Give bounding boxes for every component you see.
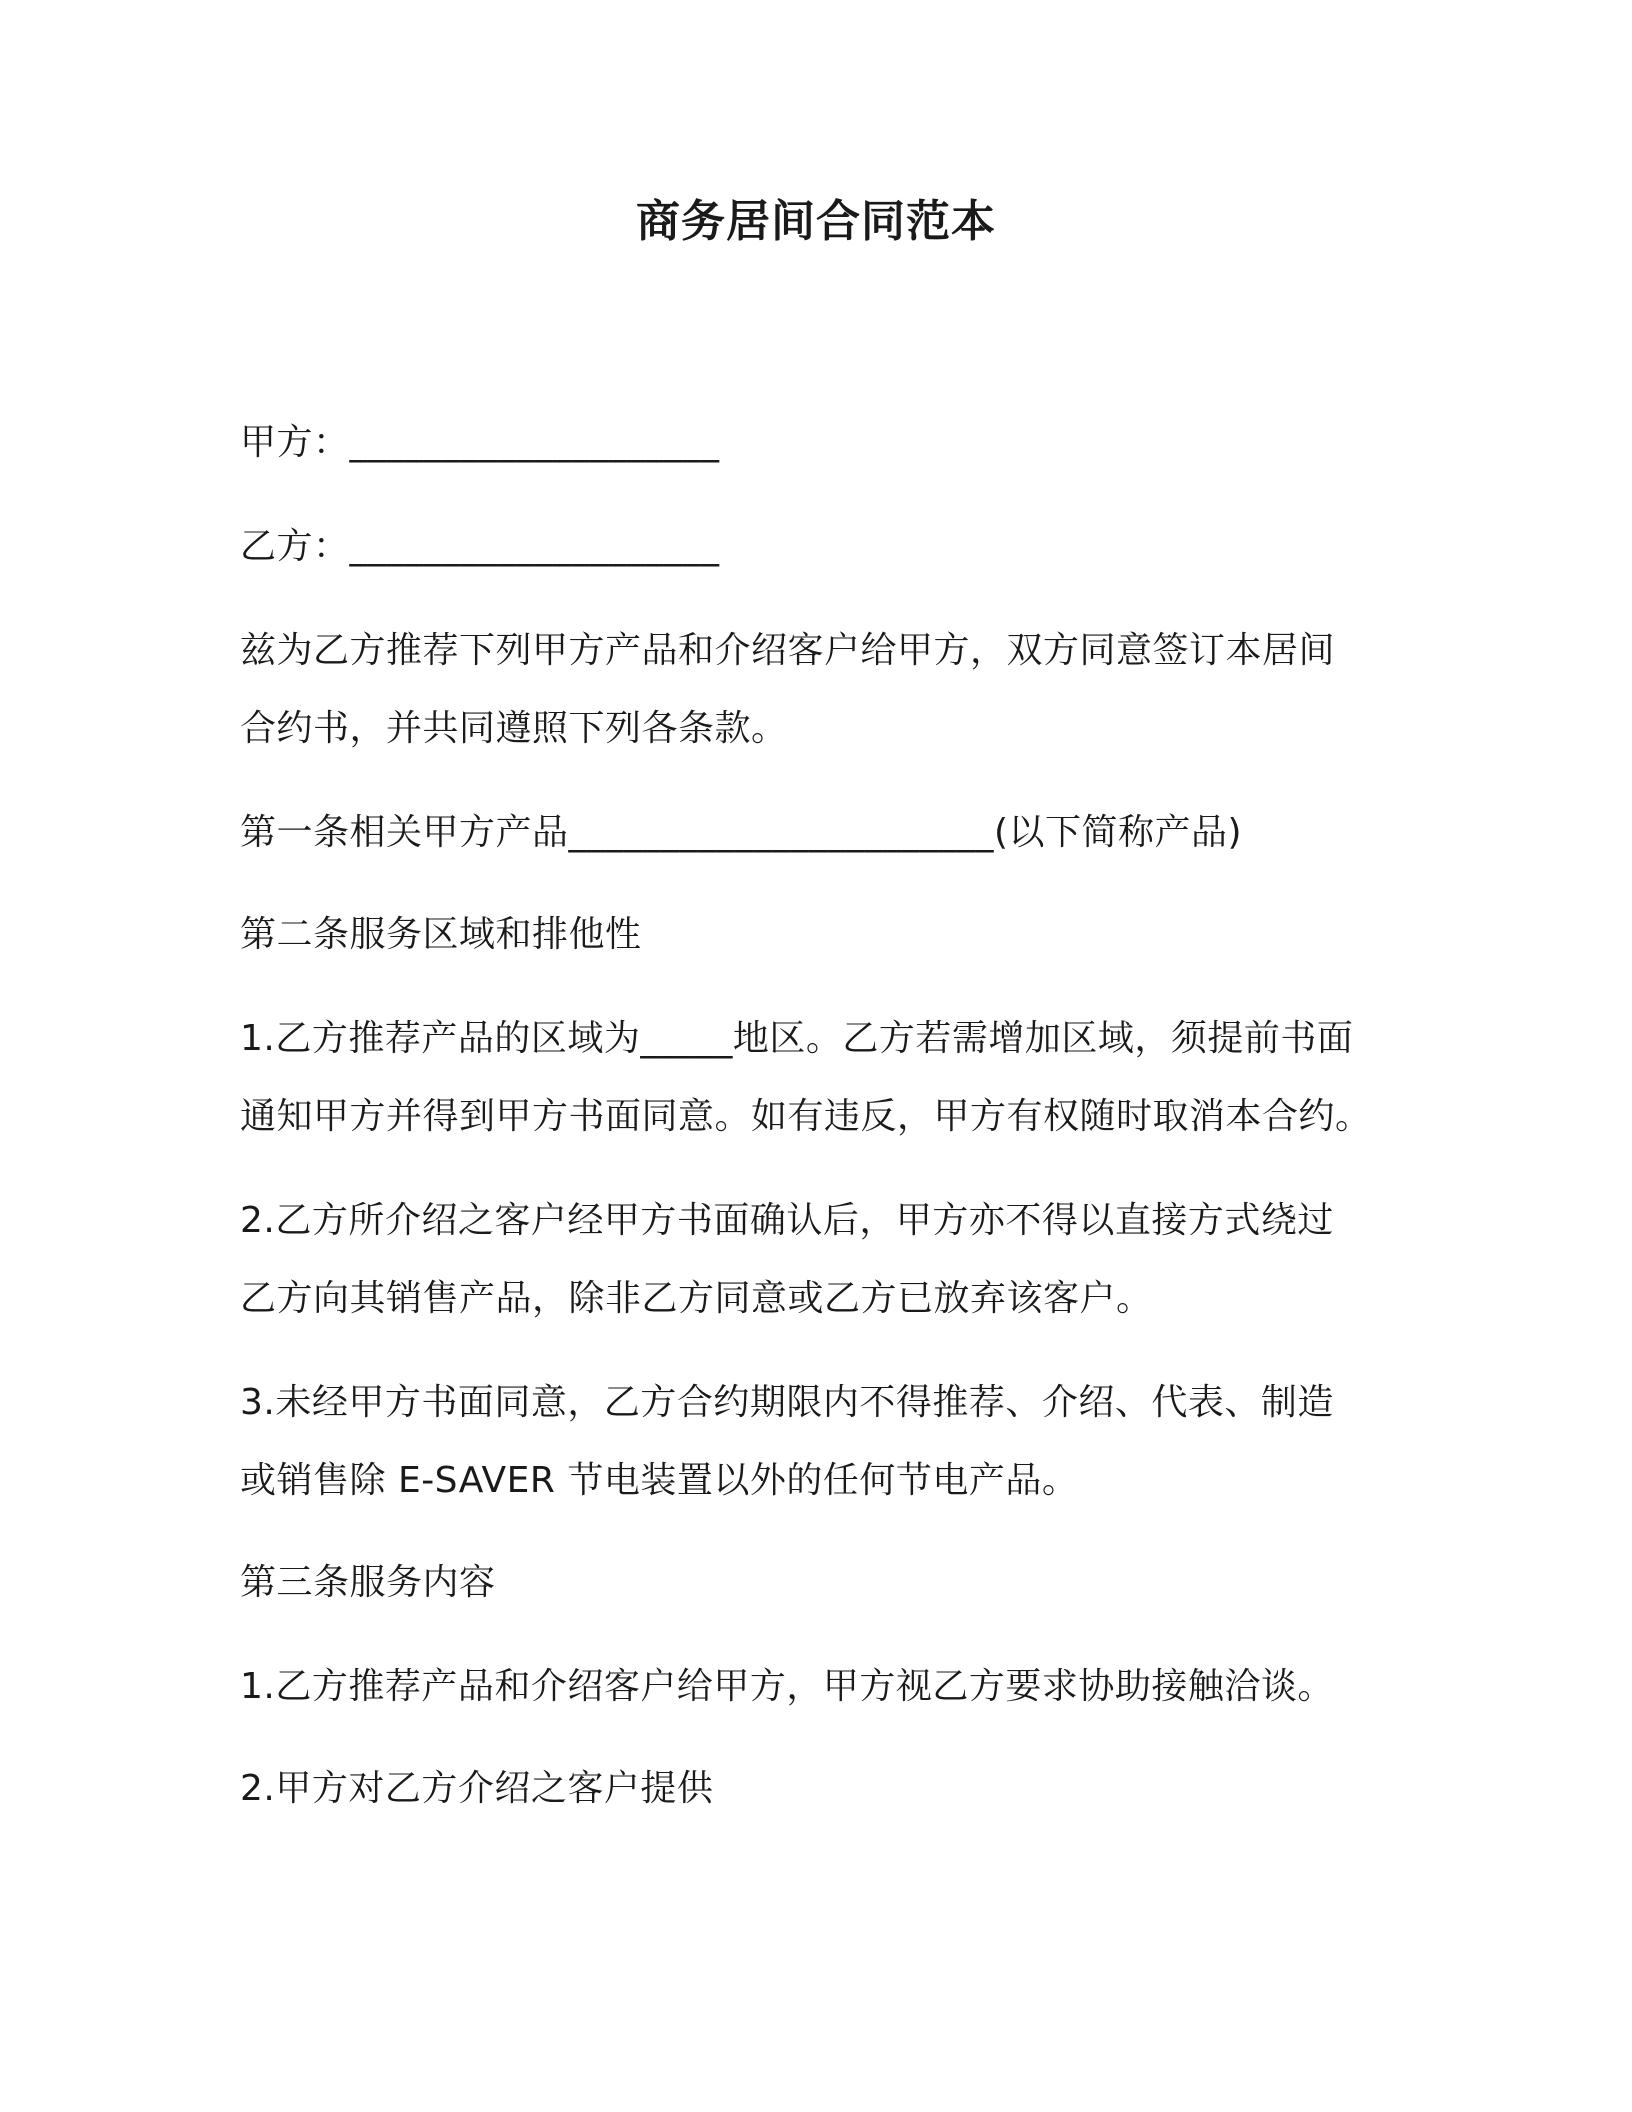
article-2-item-1-line-1: 1.乙方推荐产品的区域为_____地区。乙方若需增加区域，须提前书面 <box>240 1018 1354 1059</box>
article-2-item-2-line-1: 2.乙方所介绍之客户经甲方书面确认后，甲方亦不得以直接方式绕过 <box>240 1200 1334 1241</box>
article-3-item-2: 2.甲方对乙方介绍之客户提供 <box>240 1768 714 1809</box>
article-2-heading: 第二条服务区域和排他性 <box>240 914 642 955</box>
article-2-item-3-line-2: 或销售除 E-SAVER 节电装置以外的任何节电产品。 <box>240 1460 1079 1501</box>
party-a-line: 甲方：____________________ <box>240 422 720 463</box>
article-3-item-1: 1.乙方推荐产品和介绍客户给甲方，甲方视乙方要求协助接触洽谈。 <box>240 1666 1334 1707</box>
document-title: 商务居间合同范本 <box>636 196 996 247</box>
intro-line-1: 兹为乙方推荐下列甲方产品和介绍客户给甲方，双方同意签订本居间 <box>240 630 1336 671</box>
article-2-item-1-line-2: 通知甲方并得到甲方书面同意。如有违反，甲方有权随时取消本合约。 <box>240 1096 1372 1137</box>
party-b-line: 乙方：____________________ <box>240 526 720 567</box>
article-3-heading: 第三条服务内容 <box>240 1562 496 1603</box>
article-2-item-3-line-1: 3.未经甲方书面同意，乙方合约期限内不得推荐、介绍、代表、制造 <box>240 1382 1334 1423</box>
intro-line-2: 合约书，并共同遵照下列各条款。 <box>240 708 788 749</box>
article-1-heading: 第一条相关甲方产品_______________________(以下简称产品) <box>240 812 1243 853</box>
article-2-item-2-line-2: 乙方向其销售产品，除非乙方同意或乙方已放弃该客户。 <box>240 1278 1153 1319</box>
